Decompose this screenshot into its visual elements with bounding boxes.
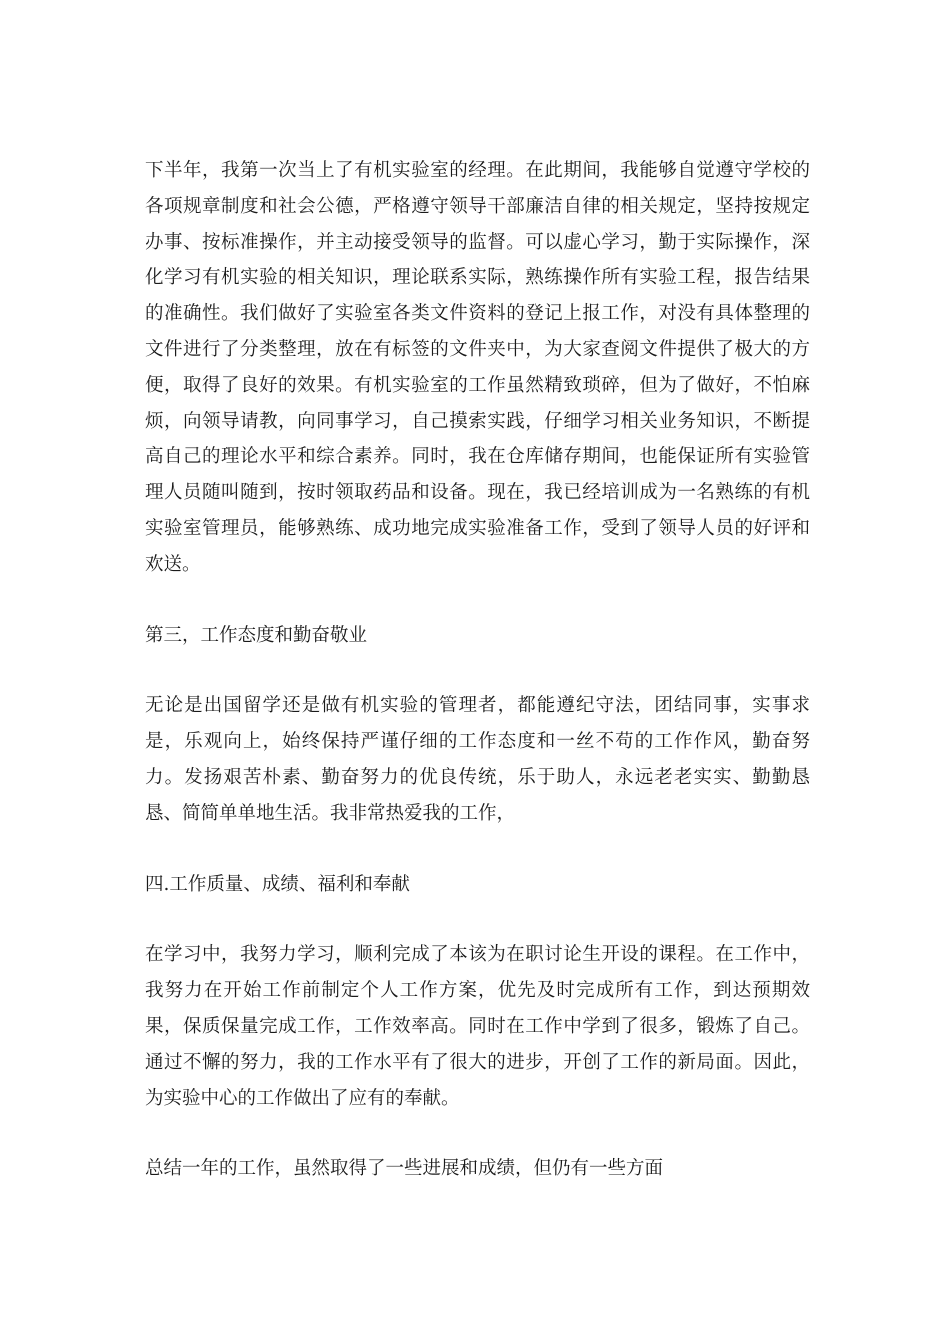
paragraph-attitude: 无论是出国留学还是做有机实验的管理者，都能遵纪守法，团结同事，实事求是，乐观向上，始终保持严谨仔细的工作态度和一丝不苟的工作作风，勤奋努力。发扬艰苦朴素、勤奋努力的优良传统，乐于助人，永远老老实实、勤勤恳恳、简简单单地生活。我非常热爱我的工作，	[145, 695, 810, 824]
paragraph-gap	[145, 653, 810, 688]
paragraph-gap	[145, 902, 810, 937]
paragraph-gap	[145, 832, 810, 867]
section-heading-quality: 四.工作质量、成绩、福利和奉献	[145, 873, 410, 895]
section-heading-attitude: 第三，工作态度和勤奋敬业	[145, 624, 368, 646]
paragraph-quality: 在学习中，我努力学习，顺利完成了本该为在职讨论生开设的课程。在工作中，我努力在开始工作前制定个人工作方案，优先及时完成所有工作，到达预期效果，保质保量完成工作，工作效率高。同时在工作中学到了很多，锻炼了自己。通过不懈的努力，我的工作水平有了很大的进步，开创了工作的新局面。因此，为实验中心的工作做出了应有的奉献。	[145, 944, 810, 1109]
paragraph-summary: 总结一年的工作，虽然取得了一些进展和成绩，但仍有一些方面	[145, 1158, 664, 1180]
document-page	[145, 153, 810, 1187]
paragraph-gap	[145, 1116, 810, 1151]
paragraph-lab-manager: 下半年，我第一次当上了有机实验室的经理。在此期间，我能够自觉遵守学校的各项规章制度和社会公德，严格遵守领导干部廉洁自律的相关规定，坚持按规定办事、按标准操作，并主动接受领导的监督。可以虚心学习，勤于实际操作，深化学习有机实验的相关知识，理论联系实际，熟练操作所有实验工程，报告结果的准确性。我们做好了实验室各类文件资料的登记上报工作，对没有具体整理的文件进行了分类整理，放在有标签的文件夹中，为大家查阅文件提供了极大的方便，取得了良好的效果。有机实验室的工作虽然精致琐碎，但为了做好，不怕麻烦，向领导请教，向同事学习，自己摸索实践，仔细学习相关业务知识，不断提高自己的理论水平和综合素养。同时，我在仓库储存期间，也能保证所有实验管理人员随叫随到，按时领取药品和设备。现在，我已经培训成为一名熟练的有机实验室管理员，能够熟练、成功地完成实验准备工作，受到了领导人员的好评和欢送。	[145, 160, 810, 575]
paragraph-gap	[145, 583, 810, 618]
